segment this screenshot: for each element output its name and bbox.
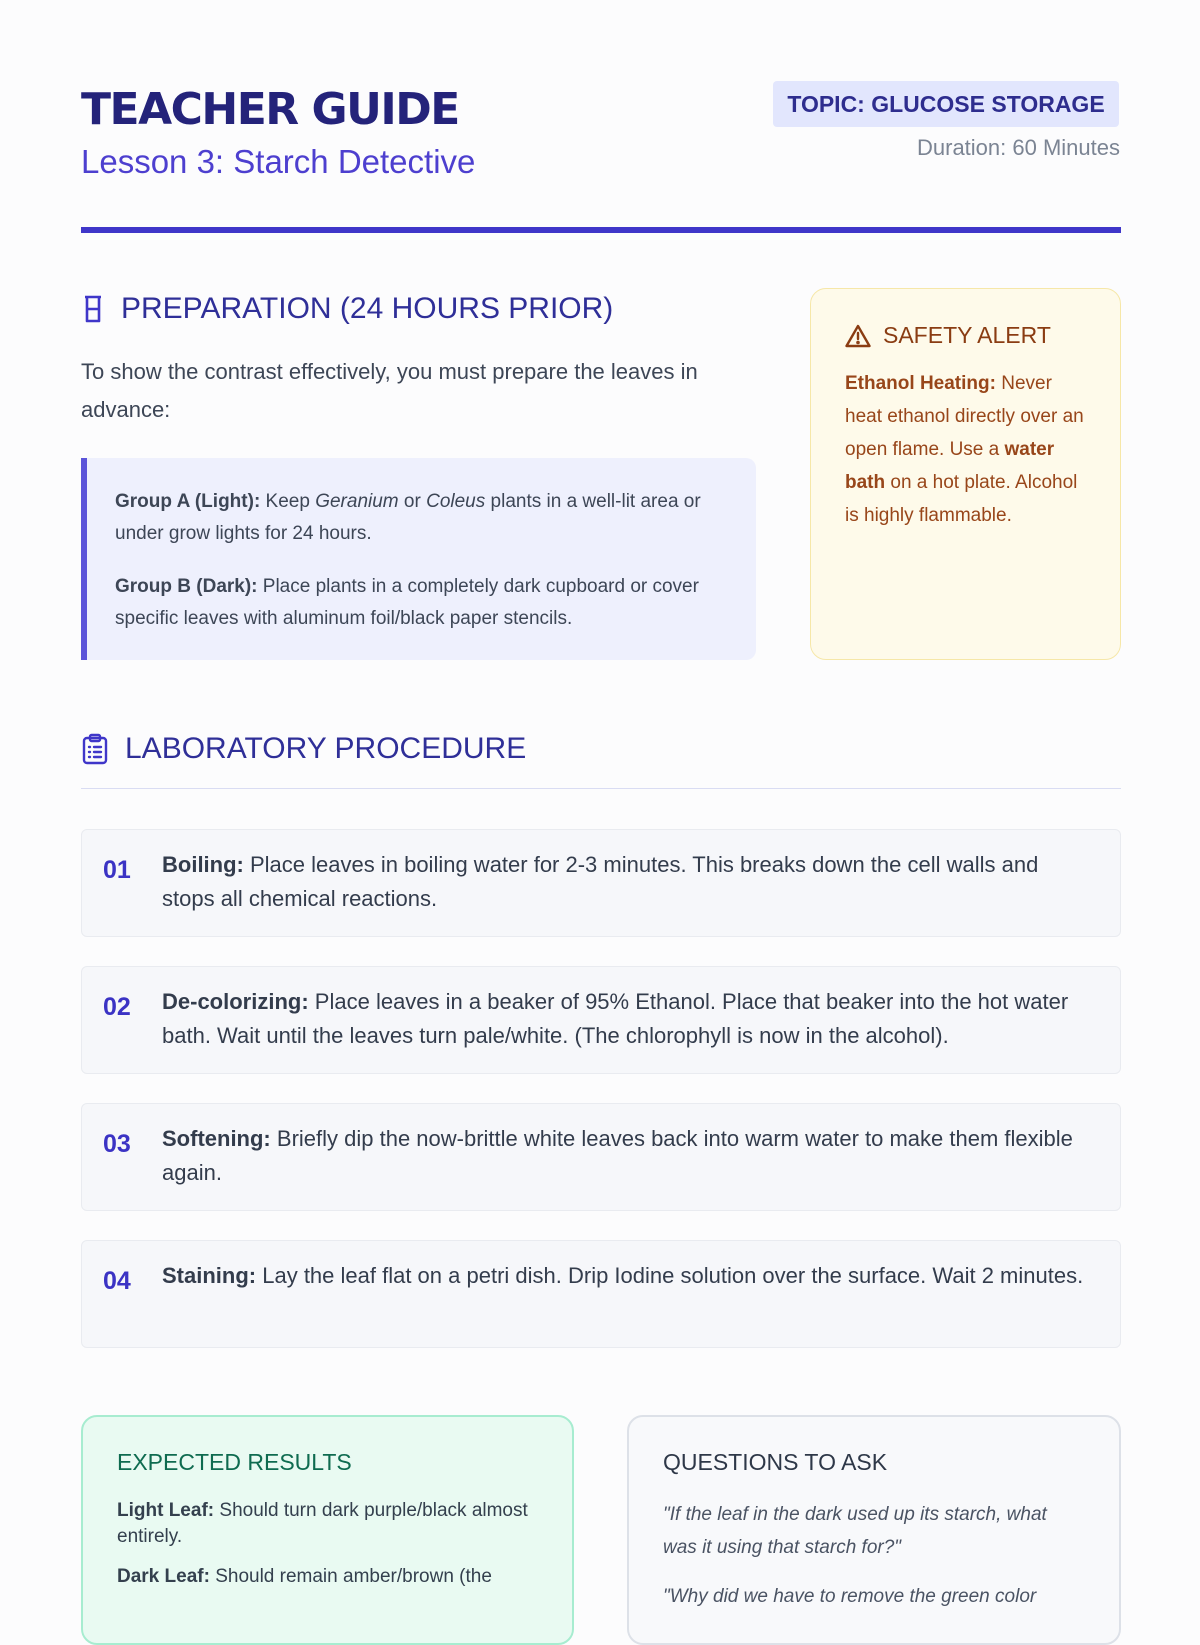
procedure-step [81, 1103, 1121, 1211]
lesson-subtitle: Lesson 3: Starch Detective [81, 143, 476, 180]
safety-label: Ethanol Heating: [845, 373, 996, 394]
step-title: Softening: [162, 1126, 271, 1151]
step-title: Boiling: [162, 852, 244, 877]
safety-bold: water bath [845, 439, 1055, 493]
light-leaf-result [117, 1498, 538, 1550]
preparation-heading-text: PREPARATION (24 HOURS PRIOR) [121, 292, 614, 325]
group-b-label: Group B (Dark): [115, 576, 258, 597]
procedure-heading-text: LABORATORY PROCEDURE [125, 732, 527, 765]
step-number: 04 [103, 1267, 131, 1295]
expected-results-heading: EXPECTED RESULTS [117, 1449, 352, 1475]
dark-leaf-text: Should remain amber/brown (the [215, 1566, 492, 1587]
questions-card [627, 1415, 1121, 1645]
step-text [162, 848, 1092, 916]
procedure-step [81, 966, 1121, 1074]
procedure-heading [81, 732, 526, 766]
safety-alert-title: SAFETY ALERT [883, 322, 1051, 348]
procedure-divider [81, 788, 1121, 789]
preparation-intro: To show the contrast effectively, you must prepare the leaves in advance: [81, 359, 698, 422]
step-description: Place leaves in a beaker of 95% Ethanol. Place that beaker into the hot water bath. Wait until the leaves turn pale/white. (The chlorophyll is now in the alcohol). [162, 989, 1069, 1048]
question-item: "Why did we have to remove the green color [663, 1586, 1037, 1607]
expected-results-card [81, 1415, 574, 1645]
beaker-icon [81, 294, 105, 324]
step-description: Lay the leaf flat on a petri dish. Drip Iodine solution over the surface. Wait 2 minutes. [262, 1263, 1084, 1288]
group-a-item [115, 486, 730, 550]
preparation-heading [81, 292, 613, 326]
procedure-step [81, 829, 1121, 937]
group-b-text: Place plants in a completely dark cupboard or cover specific leaves with aluminum foil/black paper stencils. [115, 576, 699, 629]
step-description: Briefly dip the now-brittle white leaves back into warm water to make them flexible again. [162, 1126, 1073, 1185]
page-title: TEACHER GUIDE [81, 84, 459, 135]
light-leaf-text: Should turn dark purple/black almost entirely. [117, 1500, 528, 1547]
safety-text-1: Never heat ethanol directly over an open flame. Use a [845, 373, 1084, 460]
safety-alert-heading [845, 322, 1086, 349]
step-text [162, 985, 1092, 1053]
step-number: 01 [103, 856, 131, 884]
dark-leaf-result [117, 1564, 538, 1590]
clipboard-icon [81, 733, 109, 765]
group-a-label: Group A (Light): [115, 491, 261, 512]
step-text [162, 1259, 1092, 1293]
questions-heading: QUESTIONS TO ASK [663, 1449, 888, 1475]
group-a-or: or [403, 491, 421, 512]
light-leaf-label: Light Leaf: [117, 1500, 215, 1521]
group-instructions [81, 458, 756, 660]
step-description: Place leaves in boiling water for 2-3 minutes. This breaks down the cell walls and stops all chemical reactions. [162, 852, 1039, 911]
group-a-text-2: plants in a well-lit area or under grow lights for 24 hours. [115, 491, 701, 544]
warning-icon [845, 324, 871, 348]
group-a-plant-1: Geranium [315, 491, 399, 512]
header-divider [81, 227, 1121, 233]
step-text [162, 1122, 1092, 1190]
group-a-plant-2: Coleus [426, 491, 486, 512]
question-item: "If the leaf in the dark used up its starch, what was it using that starch for?" [663, 1504, 1047, 1558]
safety-alert-card [810, 288, 1121, 660]
dark-leaf-label: Dark Leaf: [117, 1566, 210, 1587]
step-title: Staining: [162, 1263, 257, 1288]
step-title: De-colorizing: [162, 989, 309, 1014]
topic-badge: TOPIC: GLUCOSE STORAGE [773, 81, 1119, 127]
group-b-item [115, 571, 730, 635]
duration-text: Duration: 60 Minutes [917, 135, 1120, 160]
safety-alert-text [845, 367, 1086, 532]
step-number: 03 [103, 1130, 131, 1158]
group-a-text-1: Keep [265, 491, 310, 512]
procedure-step [81, 1240, 1121, 1348]
safety-text-2: on a hot plate. Alcohol is highly flammable. [845, 472, 1078, 526]
step-number: 02 [103, 993, 131, 1021]
